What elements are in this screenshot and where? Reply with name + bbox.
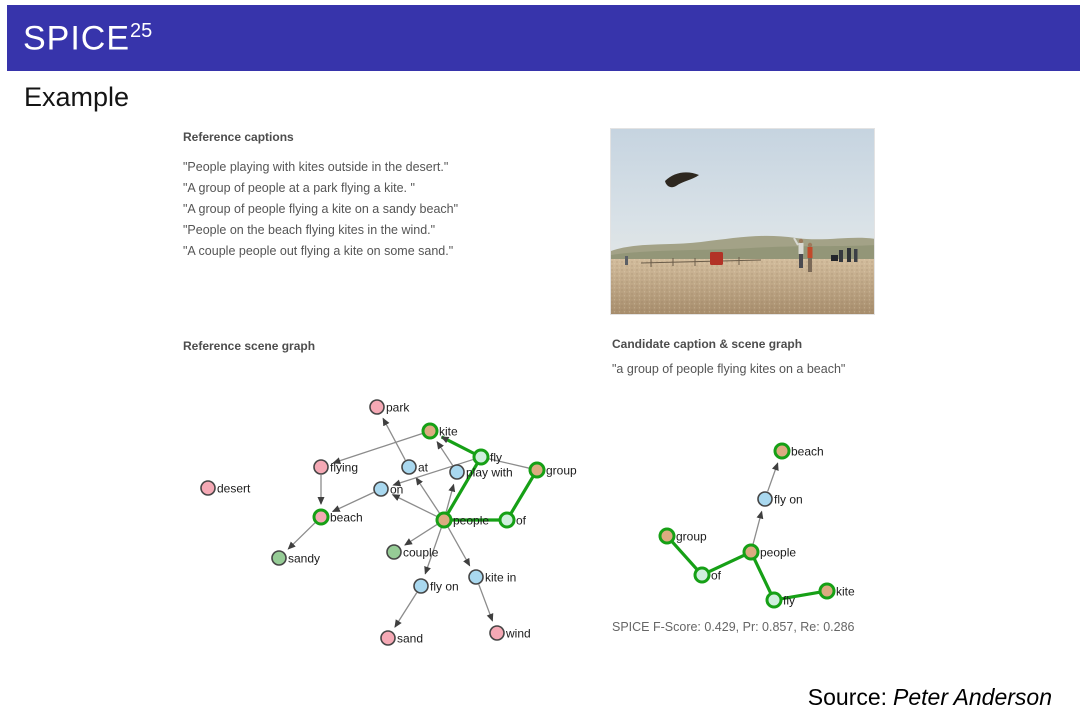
photo-windbreak (710, 252, 723, 265)
reference-scene-graph (183, 390, 593, 662)
edge-group-of (672, 542, 696, 569)
node-label-group: group (676, 529, 707, 544)
node-label-at: at (418, 460, 429, 475)
reference-caption-4: "People on the beach flying kites in the wind." (183, 223, 436, 237)
edge-people-couple (405, 524, 437, 545)
node-play-with (450, 465, 464, 479)
node-label-fly-on: fly on (774, 492, 803, 507)
node-of (500, 513, 514, 527)
node-on (374, 482, 388, 496)
node-label-of: of (711, 568, 722, 583)
edge-kite-in-wind (479, 584, 493, 620)
reference-caption-2: "A group of people at a park flying a kite. " (183, 181, 415, 195)
node-label-beach: beach (791, 444, 824, 459)
node-label-fly-on: fly on (430, 579, 459, 594)
node-of (695, 568, 709, 582)
node-wind (490, 626, 504, 640)
node-fly (767, 593, 781, 607)
node-beach (314, 510, 328, 524)
node-group (660, 529, 674, 543)
edge-kite-flying (333, 434, 422, 463)
photo-beach-texture (611, 259, 875, 315)
node-fly (474, 450, 488, 464)
reference-caption-3: "A group of people flying a kite on a sandy beach" (183, 202, 459, 216)
slide-title (7, 19, 153, 58)
source-line (808, 684, 1052, 711)
source-name: Peter Anderson (893, 684, 1052, 710)
node-label-group: group (546, 463, 577, 478)
node-people (744, 545, 758, 559)
node-fly-on (758, 492, 772, 506)
edge-at-park (383, 418, 405, 459)
node-label-on: on (390, 482, 404, 497)
source-label: Source: (807, 684, 888, 710)
title-bar (7, 5, 1080, 71)
node-label-desert: desert (217, 481, 251, 496)
spice-score: SPICE F-Score: 0.429, Pr: 0.857, Re: 0.286 (612, 620, 855, 634)
slide-heading: Example (24, 82, 130, 112)
node-label-kite-in: kite in (485, 570, 517, 585)
node-label-people: people (453, 513, 490, 528)
edge-people-fly (754, 559, 770, 593)
node-label-people: people (760, 545, 797, 560)
edge-fly-kite (442, 437, 474, 453)
node-kite (423, 424, 437, 438)
node-flying (314, 460, 328, 474)
candidate-scene-graph (640, 430, 900, 620)
node-couple (387, 545, 401, 559)
edge-people-fly-on (753, 512, 762, 545)
node-people (437, 513, 451, 527)
node-label-play-with: play with (466, 465, 513, 480)
node-label-flying: flying (330, 460, 359, 475)
edge-group-of (511, 477, 533, 513)
node-beach (775, 444, 789, 458)
node-label-kite: kite (439, 424, 458, 439)
node-desert (201, 481, 215, 495)
edge-fly-on-beach (768, 463, 778, 491)
node-label-couple: couple (403, 545, 439, 560)
node-label-park: park (386, 400, 410, 415)
node-sandy (272, 551, 286, 565)
reference-captions-block (183, 130, 603, 262)
reference-caption-1: "People playing with kites outside in the desert." (183, 160, 449, 174)
beach-photo (610, 128, 875, 315)
node-label-wind: wind (506, 626, 531, 641)
edge-on-beach (333, 492, 374, 511)
candidate-caption: "a group of people flying kites on a beach" (612, 362, 846, 376)
node-kite-in (469, 570, 483, 584)
node-label-fly: fly (490, 450, 502, 465)
node-label-beach: beach (330, 510, 363, 525)
node-sand (381, 631, 395, 645)
node-fly-on (414, 579, 428, 593)
edge-beach-sandy (288, 523, 315, 549)
reference-graph-heading: Reference scene graph (183, 339, 316, 353)
node-kite (820, 584, 834, 598)
candidate-heading: Candidate caption & scene graph (612, 337, 803, 351)
node-park (370, 400, 384, 414)
beach-photo-art (611, 129, 875, 315)
node-label-sand: sand (397, 631, 424, 646)
node-label-of: of (516, 513, 527, 528)
reference-caption-5: "A couple people out flying a kite on some sand." (183, 244, 454, 258)
edge-fly-on-sand (395, 593, 417, 627)
edge-play-with-kite (437, 442, 452, 465)
edge-people-kite-in (448, 527, 470, 566)
node-group (530, 463, 544, 477)
node-label-kite: kite (836, 584, 855, 599)
node-label-fly: fly (783, 593, 795, 608)
slide-title-text: SPICE (23, 19, 131, 58)
node-label-sandy: sandy (288, 551, 321, 566)
slide-number: 25 (130, 19, 153, 42)
node-at (402, 460, 416, 474)
reference-captions-heading: Reference captions (183, 130, 294, 144)
